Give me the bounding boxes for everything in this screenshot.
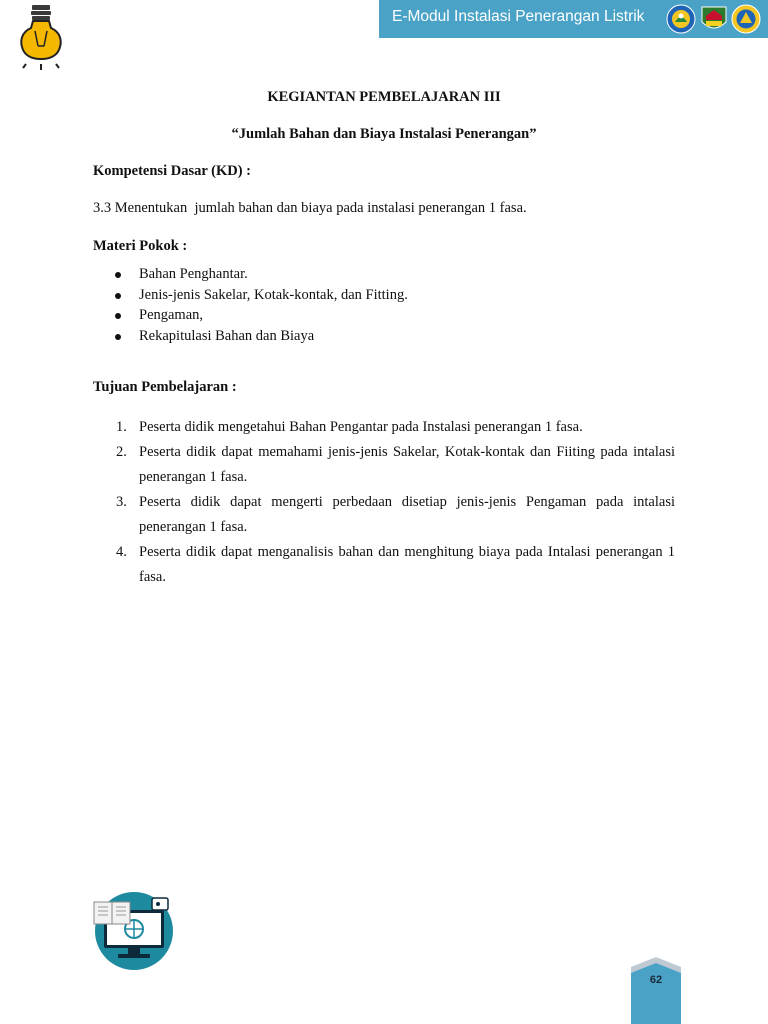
tujuan-list xyxy=(93,415,675,590)
tujuan-item-text: Peserta didik dapat mengerti perbedaan disetiap jenis-jenis Pengaman pada intalasi penerangan 1 fasa. xyxy=(139,494,675,535)
header-banner xyxy=(379,0,768,38)
list-item xyxy=(93,440,675,490)
page-number-tab xyxy=(631,957,681,1024)
materi-item-label: Bahan Penghantar. xyxy=(139,266,248,282)
header-title: E-Modul Instalasi Penerangan Listrik xyxy=(392,8,645,25)
tujuan-heading: Tujuan Pembelajaran : xyxy=(93,379,237,395)
materi-item-label: Rekapitulasi Bahan dan Biaya xyxy=(139,327,315,344)
chapter-subtitle: “Jumlah Bahan dan Biaya Instalasi Penerangan” xyxy=(231,126,537,142)
bullet-icon xyxy=(115,272,121,278)
materi-item-label: Pengaman, xyxy=(139,307,204,323)
smk-school-emblem xyxy=(731,4,761,34)
list-item xyxy=(93,266,408,287)
computer-book-illustration xyxy=(92,892,176,970)
item-number: 4. xyxy=(116,544,127,560)
materi-list xyxy=(93,266,408,348)
list-item xyxy=(93,328,408,349)
list-item xyxy=(93,490,675,540)
light-bulb-icon xyxy=(14,2,68,74)
kd-heading: Kompetensi Dasar (KD) : xyxy=(93,163,252,179)
item-number: 2. xyxy=(116,444,127,460)
materi-item-label: Jenis-jenis Sakelar, Kotak-kontak, dan Fitting. xyxy=(139,286,408,303)
materi-heading: Materi Pokok : xyxy=(93,238,188,254)
bullet-icon xyxy=(115,293,121,299)
chapter-heading: KEGIANTAN PEMBELAJARAN III xyxy=(267,89,501,105)
tujuan-item-text: Peserta didik dapat menganalisis bahan dan menghitung biaya pada Intalasi penerangan 1 fasa. xyxy=(139,544,675,585)
list-item xyxy=(93,540,675,590)
item-number: 3. xyxy=(116,494,127,510)
bullet-icon xyxy=(115,313,121,319)
kd-text: 3.3 Menentukan jumlah bahan dan biaya pada instalasi penerangan 1 fasa. xyxy=(93,200,527,216)
bullet-icon xyxy=(115,334,121,340)
tujuan-item-text: Peserta didik mengetahui Bahan Pengantar pada Instalasi penerangan 1 fasa. xyxy=(139,419,583,435)
west-sumatra-province-crest xyxy=(699,4,729,34)
list-item xyxy=(93,307,408,328)
list-item xyxy=(93,287,408,308)
list-item xyxy=(93,415,675,440)
item-number: 1. xyxy=(116,419,127,435)
page-number: 62 xyxy=(649,974,663,986)
tut-wuri-handayani-logo xyxy=(666,4,696,34)
tujuan-item-text: Peserta didik dapat memahami jenis-jenis Sakelar, Kotak-kontak dan Fiiting pada intalasi penerangan 1 fasa. xyxy=(139,444,675,485)
